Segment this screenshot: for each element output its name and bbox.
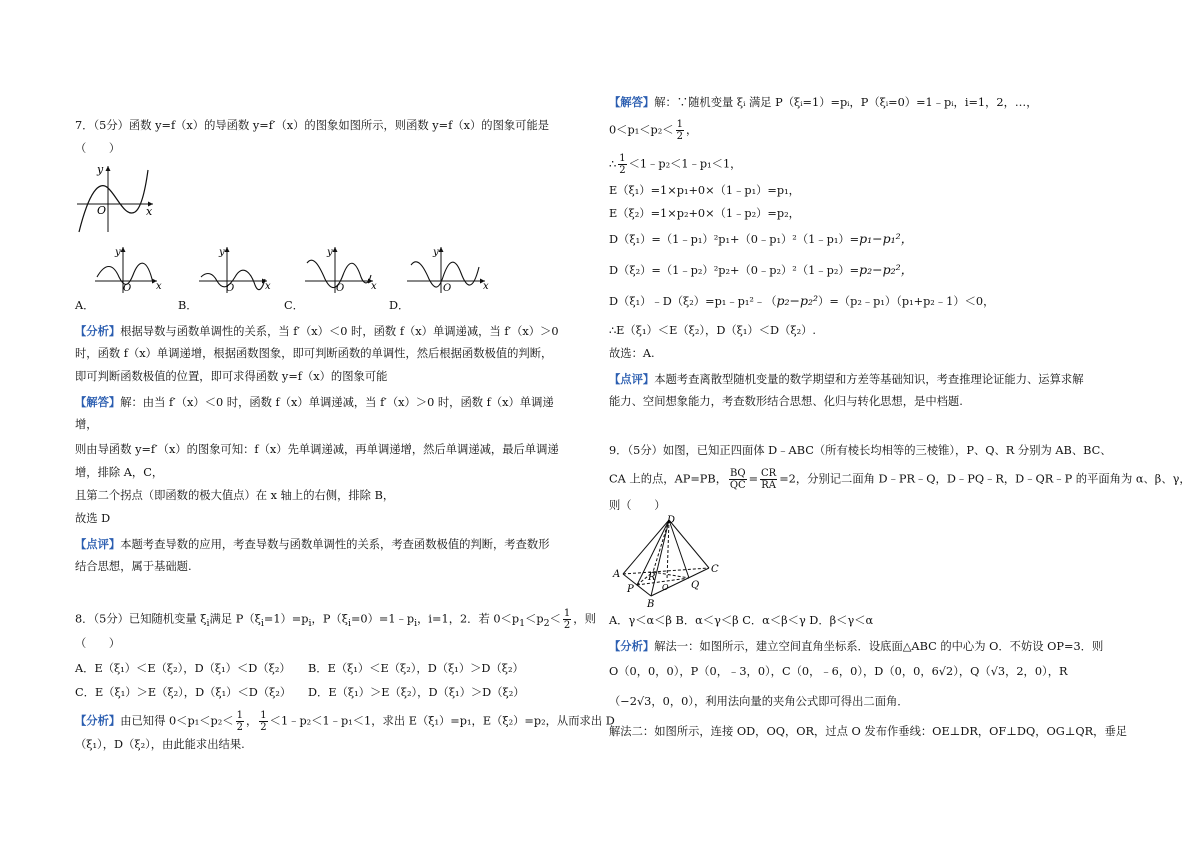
q7-derivative-graph — [75, 162, 165, 234]
q9-stem-line1: 9．（5分）如图，已知正四面体 D﹣ABC（所有棱长均相等的三棱锥），P、Q、R 分别为 AB、BC、 — [609, 444, 1112, 457]
sol8-half1 — [676, 119, 684, 142]
q8-stem-i: ，则 — [573, 612, 596, 626]
sol8-comment-tag: 【点评】 — [609, 372, 655, 386]
q8-option-a: A．E（ξ₁）＜E（ξ₂），D（ξ₁）＜D（ξ₂） — [75, 662, 291, 675]
q9-stem-line2: CA 上的点，AP=PB， $\frac{BQ}{QC}$ = $\frac{CR}{RA}$ =2，分别记二面角 D﹣PR﹣Q，D﹣PQ﹣R，D﹣QR﹣P 的平面角为 α、β、γ， — [609, 468, 1191, 491]
q7-analysis-line3: 即可判断函数极值的位置，即可求得函数 y=f（x）的图象可能 — [75, 370, 388, 383]
q8-stem-g: ＜p — [525, 612, 544, 626]
sol8-line3 — [609, 153, 741, 176]
q7-answer-line5: 且第二个拐点（即函数的极大值点）在 x 轴上的右侧，排除 B， — [75, 489, 395, 502]
q7-graph-y-label: y — [97, 163, 104, 176]
q9-frac2-num: CR — [761, 468, 777, 479]
sol8-half2-den: 2 — [619, 165, 626, 176]
q9-label-d: D — [667, 515, 676, 526]
q9-options: A．γ＜α＜β B．α＜γ＜β C．α＜β＜γ D．β＜γ＜α — [609, 614, 874, 627]
sol8-line10: 故选：A. — [609, 347, 655, 360]
q7-option-b-label: B． — [178, 299, 198, 312]
sol8-half1-num: 1 — [676, 119, 683, 130]
q7-option-d-graph — [405, 243, 491, 295]
q8-analysis-half2-den: 2 — [260, 722, 267, 733]
sol8-line4: E（ξ₁）=1×p₁+0×（1﹣p₁）=p₁， — [609, 184, 800, 197]
q7-c-y-label: y — [327, 247, 333, 258]
sol8-text2b: ， — [685, 123, 698, 137]
q9-label-b: B — [647, 599, 655, 610]
q9-frac2-den: RA — [761, 480, 776, 491]
sol8-text2a: 0＜p₁＜p₂＜ — [609, 123, 674, 137]
sol8-text7a: D（ξ₂）=（1﹣p₂）²p₂+（0﹣p₂）²（1﹣p₂）= — [609, 264, 860, 277]
q7-analysis-line2: 时，函数 f（x）单调递增，根据函数图象，即可判断函数的单调性，然后根据函数极值的判断， — [75, 347, 553, 360]
q8-stem-d: ，P（ξ — [311, 612, 348, 626]
q8-stem-a: 8．（5分）已知随机变量 ξ — [75, 612, 207, 626]
q9-analysis-line3: （−2√3，0，0），利用法向量的夹角公式即可得出二面角． — [609, 695, 909, 708]
q7-option-c-label: C． — [284, 299, 304, 312]
sol8-line8 — [609, 293, 994, 310]
sol8-line9: ∴E（ξ₁）＜E（ξ₂），D（ξ₁）＜D（ξ₂）. — [609, 324, 817, 337]
q7-option-a-label: A． — [75, 299, 95, 312]
sol8-text8a: D（ξ₁）﹣D（ξ₂）=p₁﹣p₁²﹣（ — [609, 295, 777, 308]
q9-analysis-line1 — [609, 638, 1103, 655]
q9-analysis-text1: 解法一：如图所示，建立空间直角坐标系．设底面△ABC 的中心为 O．不妨设 OP=3．则 — [654, 640, 1104, 653]
q7-c-origin-label: O — [336, 283, 345, 294]
q9-analysis-line2: O（0，0，0），P（0，﹣3，0），C（0，﹣6，0），D（0，0，6√2），Q（√3，2，0），R — [609, 665, 1068, 678]
q9-label-o: O — [662, 583, 669, 592]
q9-fraction-cr-ra — [760, 468, 777, 491]
q9-frac1-den: QC — [729, 480, 746, 491]
q7-answer-text1: 解：由当 f′（x）＜0 时，函数 f（x）单调递减，当 f′（x）＞0 时，函数 f（x）单调递 — [120, 396, 554, 409]
q8-analysis-line1 — [75, 710, 615, 733]
q7-b-y-label: y — [219, 247, 225, 258]
q8-stem-h: ＜ — [549, 612, 561, 626]
q7-a-x-label: x — [156, 281, 162, 292]
sol8-half1-den: 2 — [676, 131, 683, 142]
sol8-text8c: ）=（p₂﹣p₁）（p₁+p₂﹣1）＜0， — [818, 295, 995, 308]
q9-analysis-tag: 【分析】 — [609, 639, 655, 653]
q9-stem-text2b: =2，分别记二面角 D﹣PR﹣Q，D﹣PQ﹣R，D﹣QR﹣P 的平面角为 α、β、γ， — [779, 472, 1191, 486]
sol8-text1: 解：∵随机变量 ξᵢ 满足 P（ξᵢ=1）=pᵢ，P（ξᵢ=0）=1﹣pᵢ，i=1，2，…， — [654, 96, 1038, 109]
q8-analysis-text1a: 由已知得 0＜p₁＜p₂＜ — [120, 714, 234, 728]
q8-stem-f: ，i=1，2．若 0＜p — [417, 612, 520, 626]
q9-analysis-line4: 解法二：如图所示，连接 OD，OQ，OR，过点 O 发布作垂线：OE⊥DR，OF⊥DQ，OG⊥QR，垂足 — [609, 725, 1128, 738]
q7-b-x-label: x — [265, 281, 271, 292]
q7-graph-x-label: x — [146, 205, 153, 218]
q9-tetrahedron-figure — [611, 514, 729, 610]
sol8-line6 — [609, 231, 913, 248]
q7-comment-tag: 【点评】 — [75, 537, 121, 551]
q8-sub-i5: i — [414, 617, 418, 629]
q7-d-origin-label: O — [443, 283, 452, 294]
q8-analysis-half1-den: 2 — [236, 722, 243, 733]
sol8-tag: 【解答】 — [609, 95, 655, 109]
q7-a-y-label: y — [115, 247, 121, 258]
q8-option-d: D．E（ξ₁）＞E（ξ₂），D（ξ₁）＞D（ξ₂） — [308, 686, 525, 699]
q7-graph-origin-label: O — [97, 204, 107, 217]
sol8-text6b: p₁−p₁²， — [859, 231, 914, 246]
q7-stem-line1: 7．（5分）函数 y=f（x）的导函数 y=f′（x）的图象如图所示，则函数 y=f（x）的图象可能是 — [75, 119, 550, 132]
sol8-line2 — [609, 119, 697, 142]
q8-analysis-half1-num: 1 — [236, 710, 243, 721]
sol8-text6a: D（ξ₁）=（1﹣p₁）²p₁+（0﹣p₁）²（1﹣p₁）= — [609, 233, 860, 246]
q7-option-a-graph — [93, 243, 163, 295]
q9-frac1-num: BQ — [730, 468, 746, 479]
sol8-half2 — [618, 153, 626, 176]
q7-answer-tag: 【解答】 — [75, 395, 121, 409]
sol8-text3b: ＜1﹣p₂＜1﹣p₁＜1， — [628, 157, 742, 171]
q9-stem-line3: 则（ ） — [609, 499, 666, 512]
q8-sub-2: 2 — [543, 617, 550, 629]
q8-analysis-text1b: ， — [245, 714, 258, 728]
q7-comment-text1: 本题考查导数的应用，考查导数与函数单调性的关系，考查函数极值的判断，考查数形 — [120, 538, 550, 551]
q7-option-c-graph — [303, 243, 379, 295]
q8-analysis-tag: 【分析】 — [75, 713, 121, 728]
q8-sub-i4: i — [347, 617, 351, 629]
q8-analysis-line2: （ξ₁），D（ξ₂），由此能求出结果. — [75, 738, 245, 751]
q7-answer-line6: 故选 D — [75, 512, 111, 525]
q8-half-num: 1 — [563, 608, 571, 619]
q7-answer-line1 — [75, 394, 554, 411]
sol8-half2-num: 1 — [619, 153, 626, 164]
q8-sub-i3: i — [308, 617, 312, 629]
sol8-line1 — [609, 94, 1038, 111]
sol8-text3a: ∴ — [609, 157, 617, 171]
q7-option-d-label: D． — [389, 299, 410, 312]
q9-label-c: C — [711, 564, 719, 575]
sol8-text7b: p₂−p₂²， — [859, 262, 914, 277]
q8-stem-line1 — [75, 608, 596, 632]
q9-label-q: Q — [691, 580, 700, 591]
q7-stem-line2: （ ） — [75, 142, 121, 155]
q7-d-y-label: y — [433, 247, 439, 258]
q9-fraction-bq-qc — [729, 468, 747, 491]
sol8-line5: E（ξ₂）=1×p₂+0×（1﹣p₂）=p₂， — [609, 207, 800, 220]
q7-option-b-graph — [197, 243, 273, 295]
q8-option-c: C．E（ξ₁）＞E（ξ₂），D（ξ₁）＜D（ξ₂） — [75, 686, 292, 699]
q8-sub-1: 1 — [519, 617, 526, 629]
q7-b-origin-label: O — [226, 283, 235, 294]
q8-stem-line2: （ ） — [75, 637, 121, 650]
q8-analysis-text1c: ＜1﹣p₂＜1﹣p₁＜1，求出 E（ξ₁）=p₁，E（ξ₂）=p₂，从而求出 D — [269, 714, 615, 728]
q7-answer-line3: 则由导函数 y=f′（x）的图象可知：f（x）先单调递减，再单调递增，然后单调递减，最后单调递 — [75, 443, 559, 456]
q9-label-a: A — [613, 569, 621, 580]
q8-sub-i1: i — [206, 617, 210, 629]
q8-analysis-half2 — [259, 710, 267, 733]
q7-answer-line4: 增，排除 A，C， — [75, 466, 164, 479]
q7-comment-line1 — [75, 536, 550, 553]
q9-label-p: P — [627, 584, 634, 595]
q8-option-b: B．E（ξ₁）＜E（ξ₂），D（ξ₁）＞D（ξ₂） — [308, 662, 524, 675]
q7-analysis-tag: 【分析】 — [75, 324, 121, 338]
q8-stem-e: =0）=1﹣p — [350, 612, 415, 626]
q8-stem-b: 满足 P（ξ — [209, 612, 261, 626]
sol8-line7 — [609, 262, 913, 279]
sol8-comment-line1 — [609, 371, 1084, 388]
q8-stem-c: =1）=p — [263, 612, 309, 626]
q8-half-fraction — [563, 608, 571, 631]
q7-comment-line2: 结合思想，属于基础题. — [75, 560, 192, 573]
q8-sub-i2: i — [260, 617, 264, 629]
q7-analysis-text1: 根据导数与函数单调性的关系，当 f′（x）＜0 时，函数 f（x）单调递减，当 f′（x）＞0 — [120, 325, 559, 338]
q8-analysis-half1 — [236, 710, 244, 733]
sol8-text8b: p₂−p₂² — [776, 293, 819, 308]
q8-half-den: 2 — [563, 620, 571, 631]
sol8-comment-line2: 能力、空间想象能力，考查数形结合思想、化归与转化思想，是中档题. — [609, 395, 963, 408]
q7-c-x-label: x — [371, 281, 377, 292]
q7-d-x-label: x — [483, 281, 489, 292]
q9-stem-text2a: CA 上的点，AP=PB， — [609, 472, 728, 486]
q7-answer-line2: 增， — [75, 418, 98, 431]
q8-analysis-half2-num: 1 — [260, 710, 267, 721]
q7-analysis-line1 — [75, 323, 559, 340]
sol8-comment-text1: 本题考查离散型随机变量的数学期望和方差等基础知识，考查推理论证能力、运算求解 — [654, 373, 1084, 386]
q9-label-r: R — [648, 572, 656, 583]
q7-a-origin-label: O — [123, 283, 132, 294]
